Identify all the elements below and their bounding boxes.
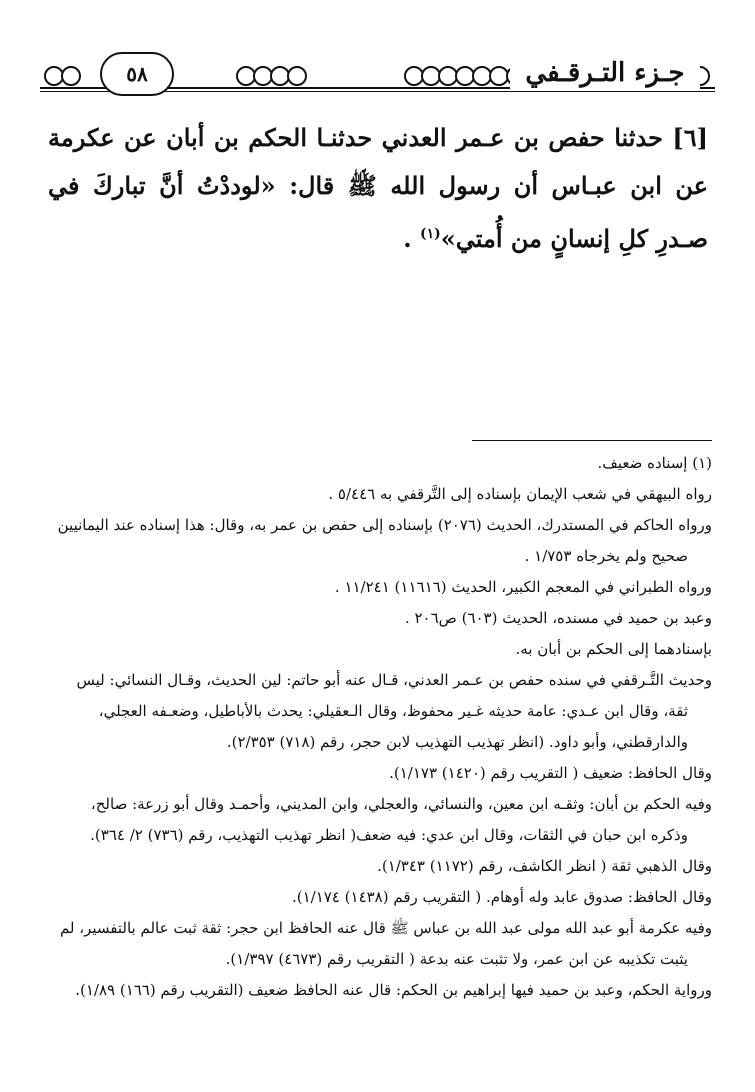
hadith-quote-part1: «لوددْتُ أنَّ تباركَ في صـدرِ كلِ إنسانٍ — [48, 171, 708, 253]
footnote-line: صحيح ولم يخرجاه ١/٧٥٣ . — [524, 547, 688, 565]
footnote-line: وقال الحافظ: صدوق عابد وله أوهام. ( التقريب رقم (١٤٣٨) ١/١٧٤). — [291, 888, 712, 906]
footnote-separator — [472, 440, 712, 441]
footnote-line: (١) إسناده ضعيف. — [597, 454, 712, 472]
footnote-line: وذكره ابن حبان في الثقات، وقال ابن عدي: فيه ضعف( انظر تهذيب التهذيب، رقم (٧٣٦) ٢/ ٣٦٤). — [90, 826, 688, 844]
page-header — [40, 48, 715, 100]
hadith-line1: حدثنا حفص بن عـمر العدني حدثنـا الحكم بن أبان عن عكرمة عن — [48, 123, 709, 200]
footnote-line: ثقة، وقال ابن عـدي: عامة حديثه غـير محفوظ، وقال الـعقيلي: يحدث بالأباطيل، وضعـفه العجلي، — [98, 702, 688, 720]
footnote-line: ورواية الحكم، وعبد بن حميد فيها إبراهيم بن الحكم: قال عنه الحافظ ضعيف (التقريب رقم (١٦٦) ١/٨٩). — [75, 981, 712, 999]
footnote-line: وفيه الحكم بن أبان: وثقـه ابن معين، والنسائي، والعجلي، وابن المديني، وأحمـد وقال أبو زرعة: صالح، — [90, 795, 712, 813]
footnote-line: بإسنادهما إلى الحكم بن أبان به. — [515, 640, 712, 658]
ornament-middle — [236, 64, 304, 88]
page-number-box — [100, 52, 174, 96]
footnote-line: يثبت تكذيبه عن ابن عمر، ولا تثبت عنه بدعة ( التقريب رقم (٤٦٧٣) ١/٣٩٧). — [225, 950, 688, 968]
footnote-line: وحديث التَّـرقفي في سنده حفص بن عـمر العدني، قـال عنه أبو حاتم: لين الحديث، وقـال النسائي: ليس — [76, 671, 712, 689]
footnote-line: رواه البيهقي في شعب الإيمان بإسناده إلى التَّرقفي به ٥/٤٤٦ . — [328, 485, 712, 503]
hadith-end-dot: . — [403, 224, 412, 253]
footnote-line: وقال الذهبي ثقة ( انظر الكاشف، رقم (١١٧٢) ١/٣٤٣). — [377, 857, 712, 875]
footnotes — [44, 448, 712, 1006]
page-number: ٥٨ — [126, 62, 148, 86]
footnote-line: وفيه عكرمة أبو عبد الله مولى عبد الله بن عباس ﷺ قال عنه الحافظ ابن حجر: ثقة ثبت عالم بالتفسير، لم — [59, 919, 712, 937]
footnote-line: ورواه الطبراني في المعجم الكبير، الحديث (١١٦١٦) ١١/٢٤١ . — [334, 578, 712, 596]
footnote-line: والدارقطني، وأبو داود. (انظر تهذيب التهذيب لابن حجر، رقم (٧١٨) ٢/٣٥٣). — [226, 733, 688, 751]
hadith-quote-part2: من أُمتي» — [440, 224, 543, 253]
ornament-left — [44, 64, 78, 88]
header-title: جـزء التـرقـفي — [510, 58, 700, 90]
footnote-line: وعبد بن حميد في مسنده، الحديث (٦٠٣) ص٢٠٦ . — [404, 609, 712, 627]
footnote-line: وقال الحافظ: ضعيف ( التقريب رقم (١٤٢٠) ١/١٧٣). — [389, 764, 712, 782]
hadith-line2: ابن عبـاس أن رسول الله ﷺ قال: — [289, 171, 662, 200]
hadith-text — [48, 114, 708, 263]
hadith-number: [٦] — [672, 123, 708, 152]
footnote-line: ورواه الحاكم في المستدرك، الحديث (٢٠٧٦) بإسناده إلى حفص بن عمر به، وقال: هذا إسناده عند اليمانيين — [57, 516, 712, 534]
footnote-reference: (١) — [420, 226, 441, 242]
